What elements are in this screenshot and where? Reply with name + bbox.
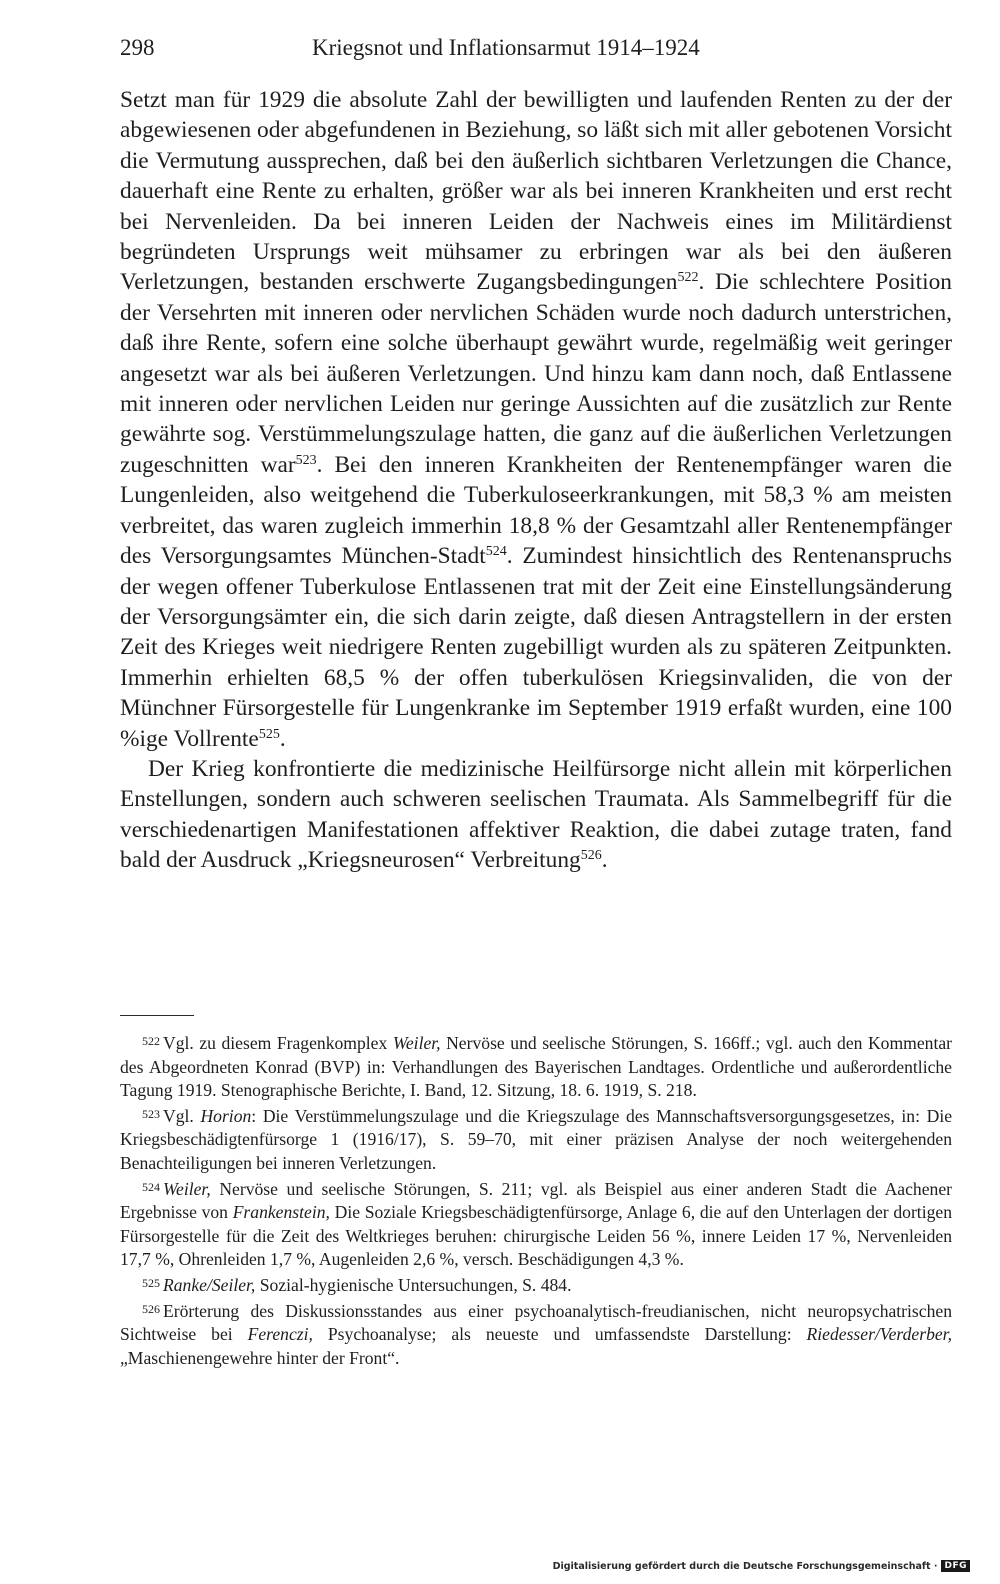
author-name: Horion	[200, 1105, 252, 1126]
paragraph-1	[120, 85, 952, 754]
footnote-text: Vgl. zu diesem Fragenkomplex	[163, 1033, 393, 1053]
footnote-text: Nervöse und seelische Störungen, S. 211; vgl. als Beispiel aus einer anderen Stadt die Aachener Ergebnisse von	[120, 1178, 952, 1223]
running-title: Kriegsnot und Inflationsarmut 1914–1924	[312, 35, 700, 60]
credit-text: Digitalisierung gefördert durch die Deutsche Forschungsgemeinschaft ·	[552, 1560, 938, 1572]
footnote-text: Die Soziale Kriegsbeschädigtenfürsorge, Anlage 6, die auf den Unterlagen der dortigen Fürsorgestelle für die Zeit des Weltkrieges beruhen: chirurgische Leiden 56 %, innere Leiden 17 %, Nervenleiden 17,7 %, Ohrenleiden 1,7 %, Augenleiden 2,6 %, versch. Beschädigungen 4,3 %.	[120, 1202, 952, 1270]
footnote-523	[120, 1103, 952, 1176]
paragraph-2	[120, 754, 952, 876]
footnote-524	[120, 1176, 952, 1272]
footnote-ref-526[interactable]: 526	[580, 848, 602, 864]
footnote-number: 525	[142, 1275, 160, 1290]
author-name: Ranke/Seiler,	[163, 1274, 256, 1295]
footnote-526	[120, 1298, 952, 1371]
footnote-number: 526	[142, 1301, 160, 1316]
text-run: .	[601, 847, 608, 874]
footnote-number: 522	[142, 1034, 160, 1048]
footnote-522	[120, 1030, 952, 1103]
footnote-525	[120, 1272, 952, 1298]
footnote-ref-523[interactable]: 523	[295, 452, 317, 468]
text-run: . Bei den inneren Krankheiten der Rentenempfänger waren die Lungenleiden, also weitgehend die Tuberkuloseerkrankungen, mit 58,3 % am meisten verbreitet, das waren zugleich immerhin 18,8 % der Gesamtzahl aller Rentenempfänger des Versorgungsamtes München-Stadt	[120, 451, 953, 570]
footnote-text: Sozial-hygienische Untersuchungen, S. 484.	[255, 1274, 572, 1295]
footnote-ref-524[interactable]: 524	[485, 544, 507, 560]
author-name: Ferenczi,	[247, 1324, 313, 1345]
digitization-credit	[553, 1560, 970, 1572]
footnote-ref-525[interactable]: 525	[258, 726, 280, 742]
footnote-text: Vgl.	[163, 1105, 201, 1126]
footnote-text: Erörterung des Diskussionsstandes aus einer psychoanalytisch-freudianischen, nicht neuropsychatrischen Sichtweise bei	[120, 1300, 952, 1345]
text-run: Der Krieg konfrontierte die medizinische Heilfürsorge nicht allein mit körperlichen Enstellungen, sondern auch schweren seelischen Traumata. Als Sammelbegriff für die verschiedenartigen Manifestationen affektiver Reaktion, die dabei zutage traten, fand bald der Ausdruck „Kriegsneurosen“ Verbreitung	[120, 755, 952, 874]
text-run: . Zumindest hinsichtlich des Rentenanspruchs der wegen offener Tuberkulose Entlassenen trat mit der Zeit eine Einstellungsänderung der Versorgungsämter ein, die sich darin zeigte, daß diesen Antragstellern in der ersten Zeit des Krieges weit niedrigere Renten zugebilligt wurden als zu späteren Zeitpunkten. Immerhin erhielten 68,5 % der offen tuberkulösen Kriegsinvaliden, die von der Münchner Fürsorgestelle für Lungenkranke im September 1919 erfaßt wurden, eine 100 %ige Vollrente	[120, 543, 953, 752]
text-run: Setzt man für 1929 die absolute Zahl der bewilligten und laufenden Renten zu der der abgewiesenen oder abgefundenen in Beziehung, so läßt sich mit aller gebotenen Vorsicht die Vermutung aussprechen, daß bei den äußerlich sichtbaren Verletzungen die Chance, dauerhaft eine Rente zu erhalten, größer war als bei inneren Krankheiten und erst recht bei Nervenleiden. Da bei inneren Leiden der Nachweis eines im Militärdienst begründeten Ursprungs weit mühsamer zu erbringen war als bei den äußeren Verletzungen, bestanden erschwerte Zugangsbedingungen	[120, 87, 952, 296]
footnote-ref-522[interactable]: 522	[677, 270, 699, 286]
author-name: Weiler,	[163, 1178, 211, 1199]
main-text	[120, 85, 952, 876]
author-name: Weiler,	[392, 1033, 441, 1053]
author-name: Riedesser/Verderber,	[806, 1324, 952, 1345]
footnote-text: Psychoanalyse; als neueste und umfassendste Darstellung:	[312, 1324, 807, 1345]
text-run: . Die schlechtere Position der Versehrten mit inneren oder nervlichen Schäden wurde noch dadurch unterstrichen, daß ihre Rente, sofern eine solche überhaupt gewährt wurde, regelmäßig weit geringer angesetzt war als bei äußeren Verletzungen. Und hinzu kam dann noch, daß Entlassene mit inneren oder nervlichen Leiden nur geringe Aussichten auf die zusätzlich zur Rente gewährte sog. Verstümmelungszulage hatten, die ganz auf die äußerlichen Verletzungen zugeschnitten war	[120, 269, 952, 478]
page-header	[120, 28, 820, 68]
footnote-number: 524	[142, 1179, 160, 1194]
footnote-number: 523	[142, 1106, 160, 1121]
page-number: 298	[120, 35, 155, 60]
footnote-text: : Die Verstümmelungszulage und die Kriegszulage des Mannschaftsversorgungsgesetzes, in: Die Kriegsbeschädigtenfürsorge 1 (1916/17), S. 59–70, mit einer präzisen Analyse der noch weitergehenden Benachteiligungen bei inneren Verletzungen.	[120, 1105, 953, 1173]
footnote-text: Nervöse und seelische Störungen, S. 166ff.; vgl. auch den Kommentar des Abgeordneten Konrad (BVP) in: Verhandlungen des Bayerischen Landtages. Ordentliche und außerordentliche Tagung 1919. Stenographische Berichte, I. Band, 12. Sitzung, 18. 6. 1919, S. 218.	[120, 1033, 953, 1101]
footnotes	[120, 1030, 952, 1370]
dfg-logo-icon: DFG	[941, 1560, 970, 1572]
footnote-text: „Maschienengewehre hinter der Front“.	[120, 1347, 400, 1368]
footnote-divider	[120, 1015, 194, 1016]
author-name: Frankenstein,	[232, 1202, 330, 1223]
text-run: .	[279, 725, 286, 752]
